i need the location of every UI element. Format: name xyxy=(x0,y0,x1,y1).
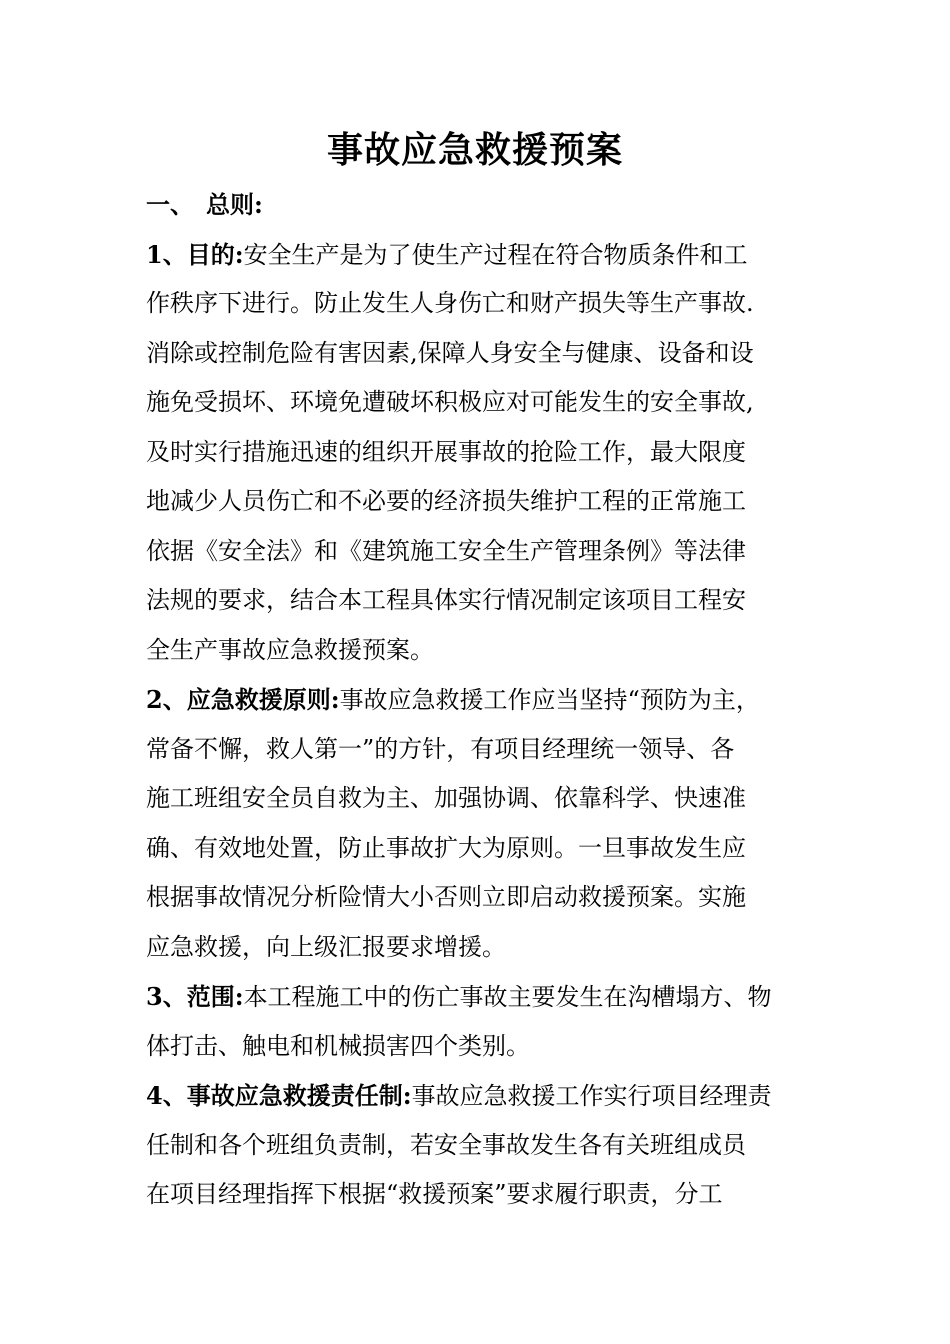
paragraph-line: 及时实行措施迅速的组织开展事故的抢险工作，最大限度 xyxy=(146,437,746,466)
paragraph-line: 任制和各个班组负责制，若安全事故发生各有关班组成员 xyxy=(146,1130,746,1159)
document-body xyxy=(146,180,806,1220)
paragraph-line: 施工班组安全员自救为主、加强协调、依靠科学、快速准 xyxy=(146,784,746,812)
paragraph-line: 法规的要求，结合本工程具体实行情况制定该项目工程安 xyxy=(146,586,746,614)
page-title: 事故应急救援预案 xyxy=(326,129,623,171)
paragraph-line: 地减少人员伤亡和不必要的经济损失维护工程的正常施工 xyxy=(146,487,746,515)
paragraph-line: 常备不懈，救人第一”的方针，有项目经理统一领导、各 xyxy=(146,734,735,763)
paragraph-label: 3、范围: xyxy=(146,982,244,1011)
section-title: 总则: xyxy=(206,190,263,219)
paragraph-label: 4、事故应急救援责任制: xyxy=(146,1081,412,1110)
section-number: 一、 xyxy=(146,190,194,219)
paragraph-line: 在项目经理指挥下根据“救援预案”要求履行职责，分工 xyxy=(146,1180,723,1208)
section-heading xyxy=(146,180,806,230)
paragraph-line xyxy=(146,972,806,1022)
paragraph-label: 2、应急救援原则: xyxy=(146,685,340,714)
paragraph-text: 事故应急救援工作实行项目经理责 xyxy=(411,1082,772,1110)
paragraph-text: 本工程施工中的伤亡事故主要发生在沟槽塌方、物 xyxy=(243,983,772,1011)
paragraph-label: 1、目的: xyxy=(146,239,244,269)
paragraph-text: 安全生产是为了使生产过程在符合物质条件和工 xyxy=(243,240,748,269)
paragraph-line: 施免受损坏、环境免遭破坏积极应对可能发生的安全事故, xyxy=(146,388,754,416)
paragraph-line xyxy=(146,1071,806,1121)
paragraph-line: 应急救援，向上级汇报要求增援。 xyxy=(146,932,506,961)
paragraph-line xyxy=(146,230,806,280)
paragraph-line: 全生产事故应急救援预案。 xyxy=(146,635,434,664)
paragraph-line: 依据《安全法》和《建筑施工安全生产管理条例》等法律 xyxy=(146,536,746,565)
paragraph-line: 体打击、触电和机械损害四个类别。 xyxy=(146,1031,530,1060)
paragraph-text: 事故应急救援工作应当坚持“预防为主， xyxy=(339,686,760,714)
paragraph-line: 根据事故情况分析险情大小否则立即启动救援预案。实施 xyxy=(146,883,746,911)
paragraph-line: 确、有效地处置，防止事故扩大为原则。一旦事故发生应 xyxy=(146,833,746,862)
paragraph-line: 消除或控制危险有害因素,保障人身安全与健康、设备和设 xyxy=(146,338,754,367)
paragraph-line xyxy=(146,675,806,725)
paragraph-line: 作秩序下进行。防止发生人身伤亡和财产损失等生产事故. xyxy=(146,289,754,317)
